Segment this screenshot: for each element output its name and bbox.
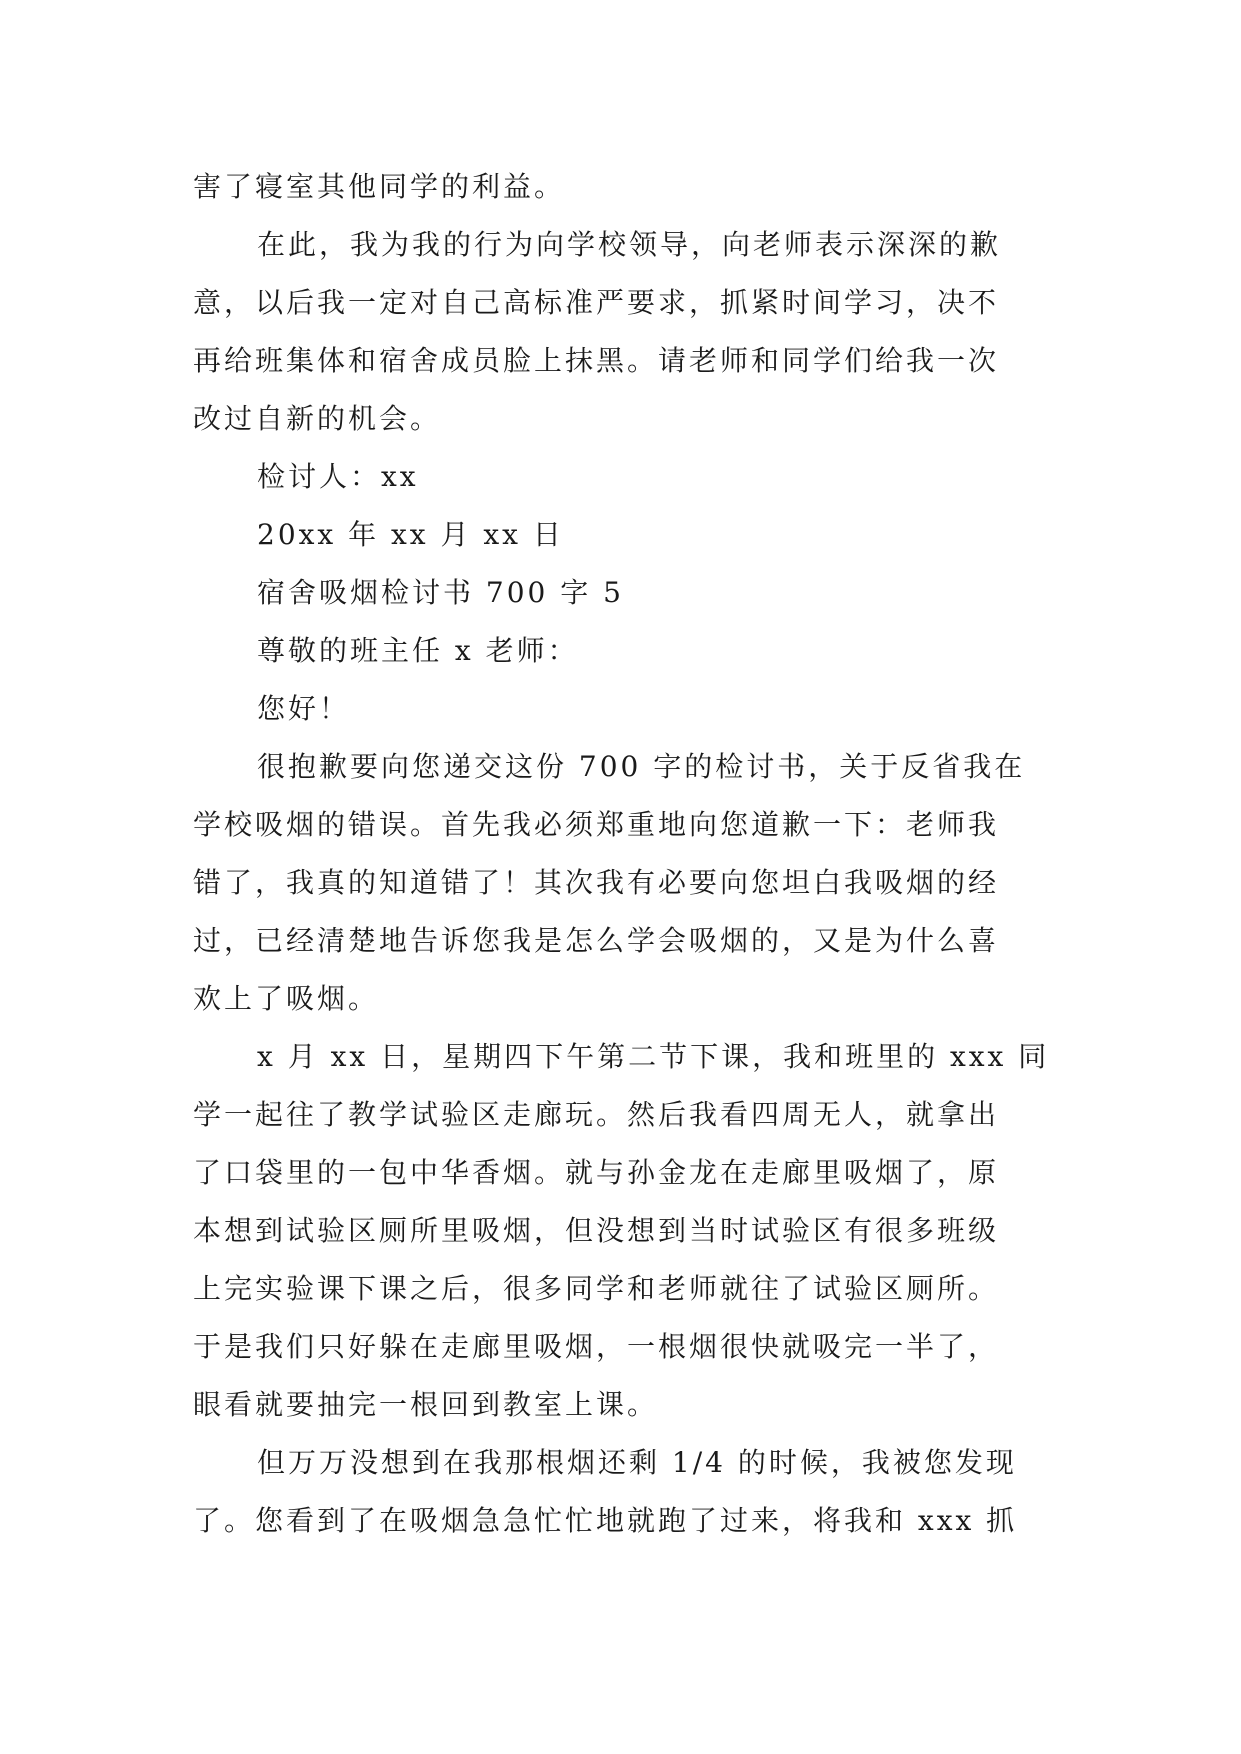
text-line: 欢上了吸烟。 (193, 982, 380, 1015)
text-line: 学校吸烟的错误。首先我必须郑重地向您道歉一下：老师我 (193, 808, 1000, 841)
text-line: 上完实验课下课之后，很多同学和老师就往了试验区厕所。 (193, 1272, 1000, 1305)
section-title: 宿舍吸烟检讨书 700 字 5 (257, 576, 624, 609)
text-line: 但万万没想到在我那根烟还剩 1/4 的时候，我被您发现 (257, 1446, 1017, 1479)
text-line: 了。您看到了在吸烟急急忙忙地就跑了过来，将我和 xxx 抓 (193, 1504, 1018, 1537)
text-line: 过，已经清楚地告诉您我是怎么学会吸烟的，又是为什么喜 (193, 924, 1000, 957)
signature-label: 检讨人：xx (257, 460, 419, 493)
text-line: 错了，我真的知道错了！其次我有必要向您坦白我吸烟的经 (193, 866, 1000, 899)
salutation: 尊敬的班主任 x 老师： (257, 634, 579, 667)
text-line: 很抱歉要向您递交这份 700 字的检讨书，关于反省我在 (257, 750, 1026, 783)
text-line: 学一起往了教学试验区走廊玩。然后我看四周无人，就拿出 (193, 1098, 1000, 1131)
text-line: 本想到试验区厕所里吸烟，但没想到当时试验区有很多班级 (193, 1214, 1000, 1247)
text-line: 意，以后我一定对自己高标准严要求，抓紧时间学习，决不 (193, 286, 1000, 319)
text-line: 眼看就要抽完一根回到教室上课。 (193, 1388, 659, 1421)
greeting: 您好！ (257, 692, 351, 725)
date-line: 20xx 年 xx 月 xx 日 (257, 518, 564, 551)
text-line: 改过自新的机会。 (193, 402, 442, 435)
text-line: 害了寝室其他同学的利益。 (193, 170, 566, 203)
text-line: 再给班集体和宿舍成员脸上抹黑。请老师和同学们给我一次 (193, 344, 1000, 377)
text-line: 在此，我为我的行为向学校领导，向老师表示深深的歉 (257, 228, 1002, 261)
document-body (193, 158, 1048, 1550)
text-line: 于是我们只好躲在走廊里吸烟，一根烟很快就吸完一半了， (193, 1330, 1000, 1363)
text-line: x 月 xx 日，星期四下午第二节下课，我和班里的 xxx 同 (257, 1040, 1050, 1073)
text-line: 了口袋里的一包中华香烟。就与孙金龙在走廊里吸烟了，原 (193, 1156, 1000, 1189)
